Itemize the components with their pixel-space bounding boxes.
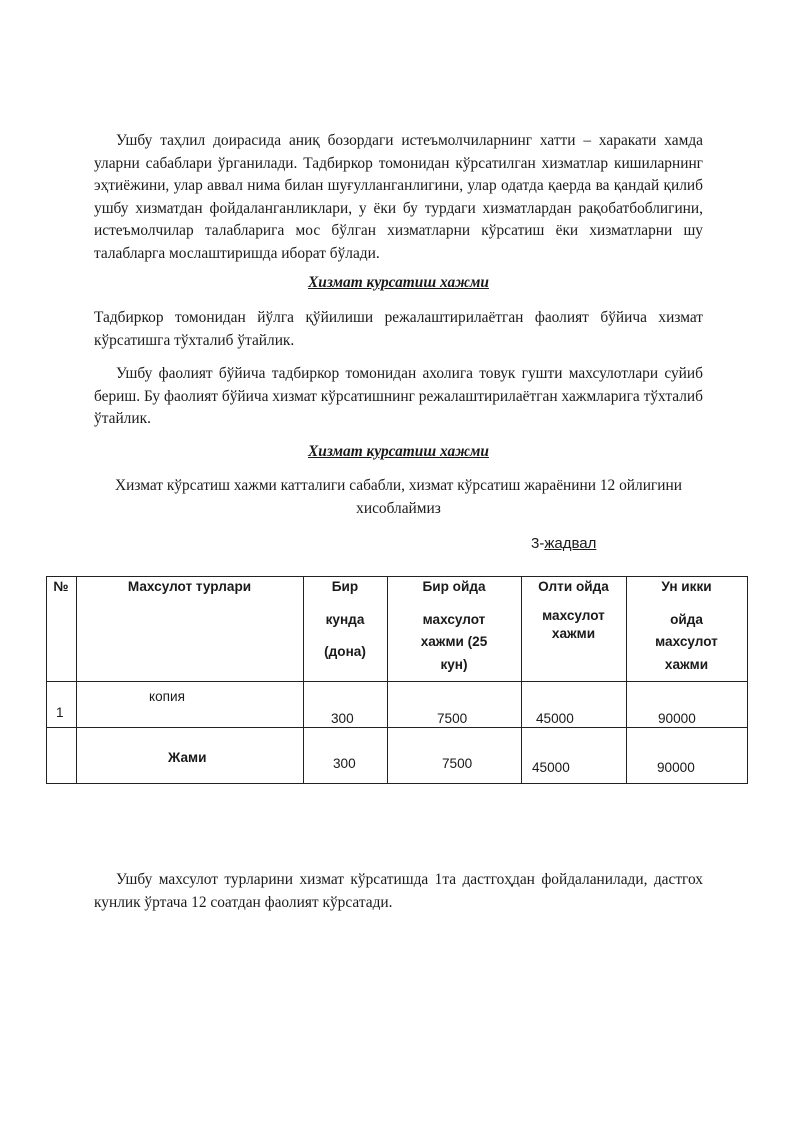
table-col-line	[46, 576, 47, 784]
total-per-day: 300	[333, 756, 356, 771]
header-six-months	[521, 576, 626, 643]
total-per-month: 7500	[442, 756, 473, 771]
header-per-month	[387, 576, 521, 676]
header-twelve-months	[626, 576, 747, 676]
row1-six-months: 45000	[536, 711, 574, 726]
header-six-months-line2: махсулот	[542, 607, 605, 623]
row1-product: копия	[149, 689, 185, 704]
table-caption	[531, 534, 596, 554]
total-twelve-months: 90000	[657, 760, 695, 775]
section-heading-volume-2: Хизмат курсатиш хажми	[308, 443, 489, 460]
section-heading-volume: Хизмат курсатиш хажми	[308, 274, 489, 291]
header-twelve-months-line3: махсулот	[655, 634, 718, 649]
service-paragraph: Тадбиркор томонидан йўлга қўйилиши режалаштирилаётган фаолият бўйича хизмат кўрсатишга тўхталиб ўтайлик.	[94, 309, 703, 349]
table-col-line	[747, 576, 748, 784]
table-header-divider	[46, 681, 748, 682]
header-six-months-line1: Олти ойда	[538, 579, 609, 594]
table-caption-word: жадвал	[544, 535, 597, 552]
header-per-day-line1: Бир	[331, 579, 359, 594]
table-col-line	[76, 576, 77, 784]
header-product-types: Махсулот турлари	[127, 579, 252, 594]
table-row-divider	[46, 727, 748, 728]
row1-twelve-months: 90000	[658, 711, 696, 726]
header-twelve-months-line2: ойда	[670, 611, 703, 627]
total-label: Жами	[168, 750, 207, 765]
row1-per-day: 300	[331, 711, 354, 726]
calculation-note: Хизмат кўрсатиш хажми катталиги сабабли, хизмат кўрсатиш жараёнини 12 ойлигини хисоблаймиз	[115, 477, 682, 517]
header-per-month-line4: кун)	[440, 656, 468, 672]
header-per-month-line1: Бир ойда	[422, 579, 486, 594]
header-twelve-months-line4: хажми	[664, 656, 709, 672]
total-six-months: 45000	[532, 760, 570, 775]
header-per-month-line2: махсулот	[422, 611, 486, 627]
row1-number: 1	[56, 705, 64, 720]
header-six-months-line3: хажми	[551, 625, 596, 641]
header-per-day-line3: (дона)	[324, 644, 366, 659]
header-number: №	[53, 579, 69, 594]
table-border-bottom	[46, 783, 748, 784]
table-caption-number: 3-	[531, 535, 545, 552]
header-per-month-line3: хажми (25	[420, 634, 488, 649]
equipment-paragraph: Ушбу махсулот турларини хизмат кўрсатишда 1та дастгоҳдан фойдаланилади, дастгох кунлик ўртача 12 соатдан фаолият кўрсатади.	[94, 871, 703, 911]
header-per-day-line2: кунда	[325, 611, 365, 627]
production-table	[46, 576, 748, 784]
activity-paragraph: Ушбу фаолият бўйича тадбиркор томонидан ахолига товук гушти махсулотлари суйиб бериш. Бу фаолият бўйича хизмат кўрсатишнинг режалаштирилаётган хажмларига тўхталиб ўтайлик.	[94, 365, 703, 427]
header-twelve-months-line1: Ун икки	[661, 579, 712, 594]
row1-per-month: 7500	[437, 711, 468, 726]
header-per-day	[303, 576, 387, 664]
intro-paragraph: Ушбу таҳлил доирасида аниқ бозордаги истеъмолчиларнинг хатти – харакати хамда уларни сабаблари ўрганилади. Тадбиркор томонидан кўрсатилган хизматлар кишиларнинг эҳтиёжини, улар аввал нима билан шуғулланганлигини, улар одатда қаерда ва қандай қилиб ушбу хизматдан фойдаланганликлари, у ёки бу турдаги хизматлардан рақобатбоблигини, истеъмолчилар талабларига мос бўлган хизматларни кўрсатиш ёки хизматларни шу талабларга мослаштиришда иборат бўлади.	[94, 132, 703, 262]
